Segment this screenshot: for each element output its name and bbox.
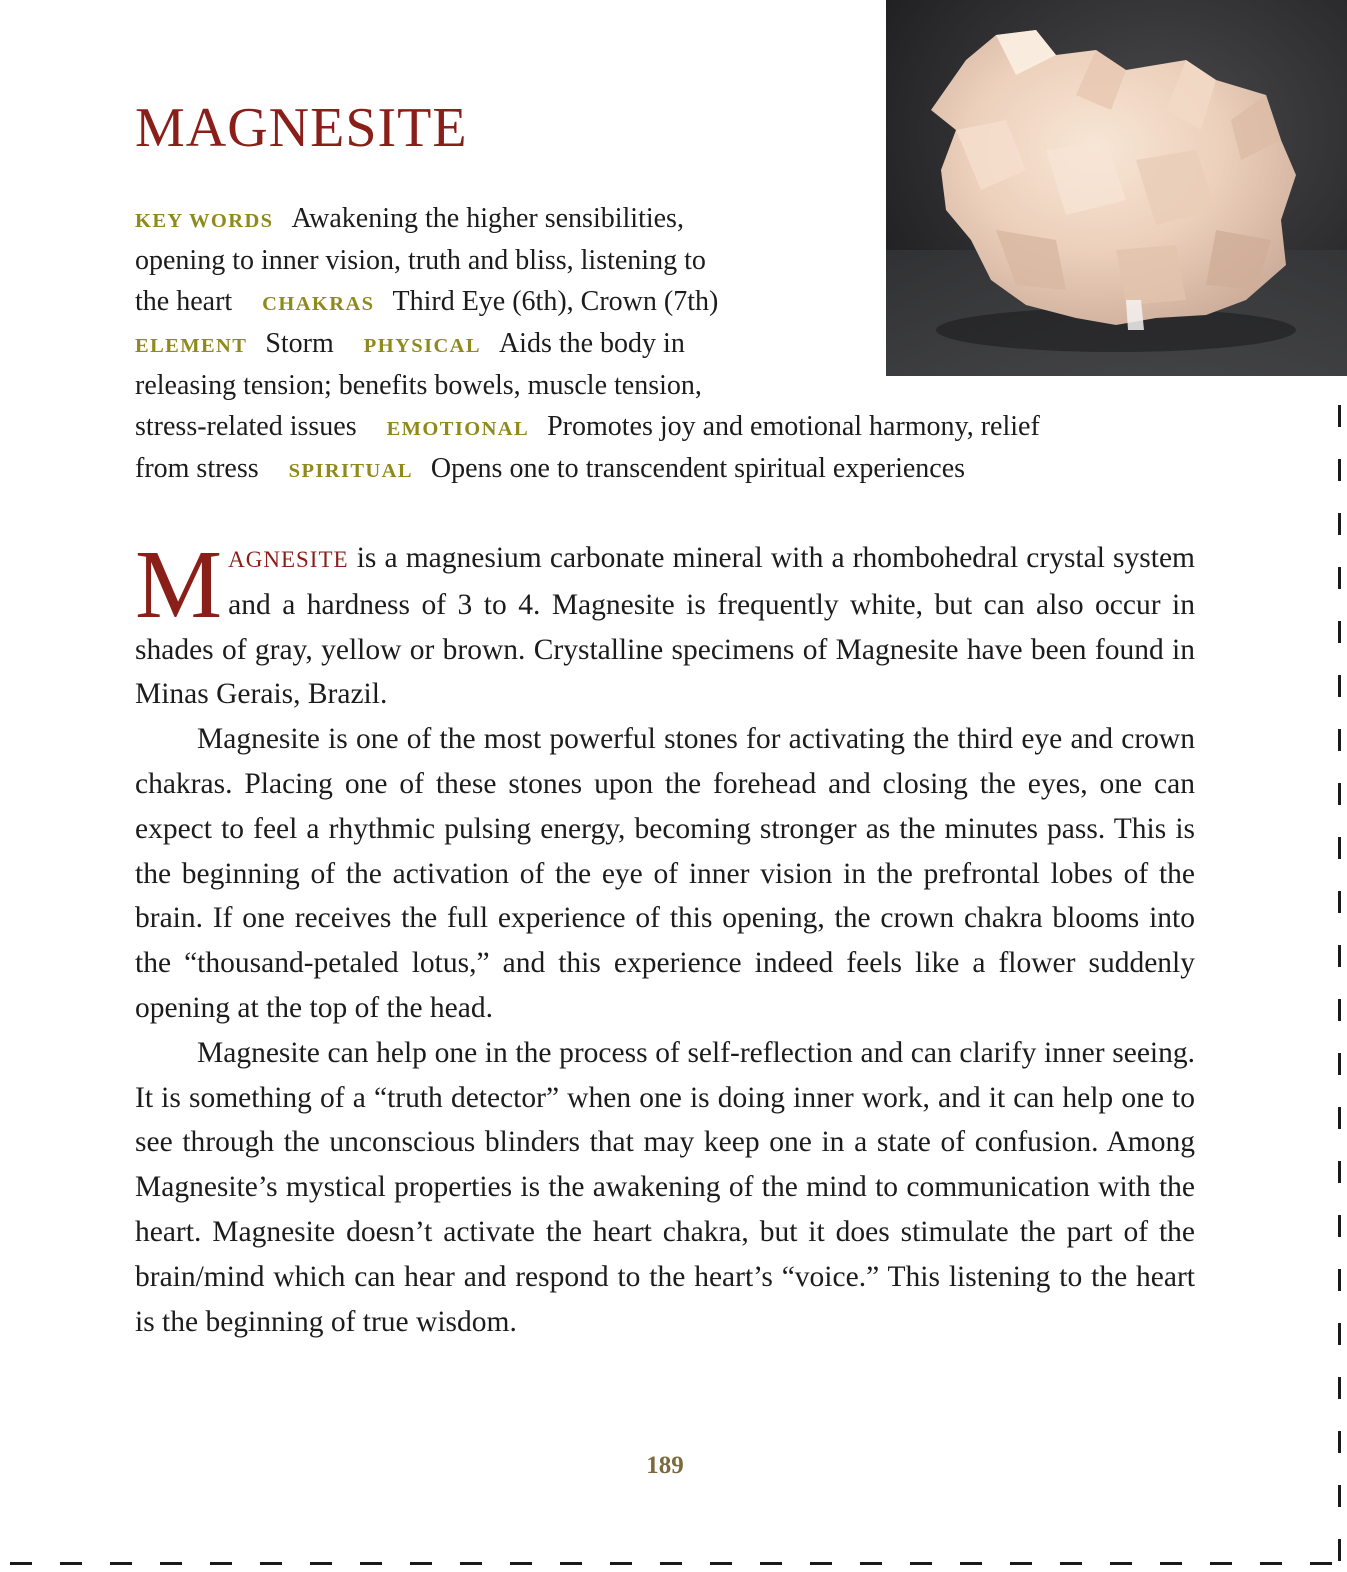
edge-mark <box>1338 1107 1341 1129</box>
edge-mark <box>110 1562 132 1565</box>
edge-mark <box>1338 1161 1341 1183</box>
key-words-value-continued: opening to inner vision, truth and bliss, listening to <box>135 244 706 276</box>
element-label: ELEMENT <box>135 335 248 358</box>
edge-mark <box>610 1562 632 1565</box>
key-words-label: KEY WORDS <box>135 210 274 232</box>
chakras-label: CHAKRAS <box>262 293 375 316</box>
edge-mark <box>1338 1431 1341 1453</box>
edge-mark <box>1210 1562 1232 1565</box>
properties-row-4 <box>135 323 1200 365</box>
edge-mark <box>410 1562 432 1565</box>
properties-row-1 <box>135 198 1200 240</box>
emotional-value: Promotes joy and emotional harmony, relief <box>547 411 1040 443</box>
edge-mark <box>210 1562 232 1565</box>
edge-mark <box>1338 999 1341 1021</box>
edge-mark <box>1338 459 1341 481</box>
edge-mark <box>460 1562 482 1565</box>
properties-row-3 <box>135 281 1200 323</box>
edge-mark <box>1338 1053 1341 1075</box>
element-value: Storm <box>265 328 334 360</box>
edge-mark <box>1310 1562 1332 1565</box>
paragraph-3: Magnesite can help one in the process of self-reflection and can clarify inner seeing. It is something of a “truth detector” when one is doing inner work, and it can help one to see through the unconscious blinders that may keep one in a state of confusion. Among Magnesite’s mystical properties is the awakening of the mind to communication with the heart. Magnesite doesn’t activate the heart chakra, but it does stimulate the part of the brain/mind which can hear and respond to the heart’s “voice.” This listening to the heart is the beginning of true wisdom. <box>135 1036 1195 1338</box>
edge-mark <box>1338 945 1341 967</box>
edge-mark <box>1338 675 1341 697</box>
physical-value: Aids the body in <box>498 328 685 360</box>
edge-mark <box>910 1562 932 1565</box>
edge-mark <box>860 1562 882 1565</box>
edge-mark <box>1338 1215 1341 1237</box>
edge-mark <box>1010 1562 1032 1565</box>
paragraph-1 <box>135 531 1195 717</box>
emotional-value-end: from stress <box>135 453 259 485</box>
properties-row-7 <box>135 448 1200 490</box>
edge-mark <box>660 1562 682 1565</box>
edge-mark <box>510 1562 532 1565</box>
edge-mark <box>810 1562 832 1565</box>
physical-value-end: stress-related issues <box>135 411 357 443</box>
edge-mark <box>1338 837 1341 859</box>
physical-value-continued: releasing tension; benefits bowels, muscle tension, <box>135 369 702 401</box>
lead-word: AGNESITE <box>228 547 349 572</box>
edge-mark <box>1338 729 1341 751</box>
edge-mark <box>1338 1323 1341 1345</box>
stone-properties <box>135 198 1200 490</box>
edge-mark <box>1260 1562 1282 1565</box>
edge-mark <box>360 1562 382 1565</box>
edge-mark <box>1338 513 1341 535</box>
edge-mark <box>560 1562 582 1565</box>
drop-cap: M <box>135 531 223 639</box>
edge-mark <box>1338 891 1341 913</box>
edge-mark <box>1160 1562 1182 1565</box>
edge-mark <box>1338 1377 1341 1399</box>
edge-mark <box>1110 1562 1132 1565</box>
edge-mark <box>1338 567 1341 589</box>
page-number: 189 <box>646 1452 684 1479</box>
key-words-value: Awakening the higher sensibilities, <box>291 203 684 234</box>
edge-mark <box>1338 1539 1341 1561</box>
paragraph-2: Magnesite is one of the most powerful stones for activating the third eye and crown chakras. Placing one of these stones upon the forehead and closing the eyes, one can expect to feel a rhythmic pulsing energy, becoming stronger as the minutes pass. This is the beginning of the activation of the eye of inner vision in the prefrontal lobes of the brain. If one receives the full experience of this opening, the crown chakra blooms into the “thousand-petaled lotus,” and this experience indeed feels like a flower suddenly opening at the top of the head. <box>135 723 1195 1024</box>
chakras-value: Third Eye (6th), Crown (7th) <box>392 286 719 318</box>
body-text <box>135 531 1195 1344</box>
edge-mark <box>960 1562 982 1565</box>
edge-mark <box>1338 621 1341 643</box>
spiritual-label: SPIRITUAL <box>288 460 413 483</box>
paragraph-1-text: is a magnesium carbonate mineral with a rhombohedral crystal system and a hardness of 3 to 4. Magnesite is frequently white, but can also occur in shades of gray, yellow or brown. Crystalline specimens of Magnesite have been found in Minas Gerais, Brazil. <box>135 542 1195 711</box>
page-title: MAGNESITE <box>135 97 468 159</box>
edge-mark <box>1338 1485 1341 1507</box>
properties-row-2 <box>135 240 1200 282</box>
spiritual-value: Opens one to transcendent spiritual experiences <box>430 453 966 485</box>
edge-mark <box>10 1562 32 1565</box>
emotional-label: EMOTIONAL <box>386 418 530 441</box>
edge-mark <box>710 1562 732 1565</box>
edge-mark <box>260 1562 282 1565</box>
properties-row-6 <box>135 406 1200 448</box>
edge-mark <box>310 1562 332 1565</box>
edge-mark <box>1338 405 1341 427</box>
edge-mark <box>760 1562 782 1565</box>
edge-mark <box>160 1562 182 1565</box>
edge-mark <box>60 1562 82 1565</box>
properties-row-5 <box>135 365 1200 407</box>
edge-mark <box>1338 783 1341 805</box>
key-words-value-end: the heart <box>135 286 233 318</box>
edge-mark <box>1060 1562 1082 1565</box>
physical-label: PHYSICAL <box>363 335 481 358</box>
edge-mark <box>1338 1269 1341 1291</box>
